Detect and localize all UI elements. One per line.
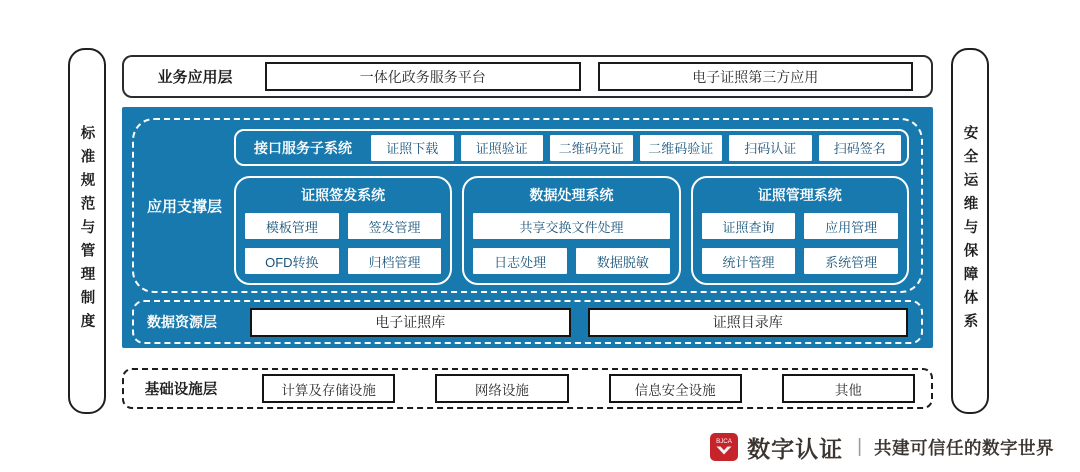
data-processing-title: 数据处理系统 — [529, 187, 614, 203]
iface-item-scan-auth: 扫码认证 — [729, 135, 812, 161]
infra-item-network: 网络设施 — [435, 374, 568, 403]
support-layer-content — [234, 120, 909, 285]
data-processing-grid — [473, 213, 669, 274]
subsystem-groups-row — [234, 176, 909, 285]
processing-item-exchange: 共享交换文件处理 — [473, 213, 669, 239]
infra-item-other: 其他 — [782, 374, 915, 403]
iface-item-cert-download: 证照下载 — [371, 135, 454, 161]
data-item-catalog-db: 证照目录库 — [588, 308, 909, 337]
infrastructure-layer — [122, 368, 933, 409]
pillar-security-label: 安全运维与保障体系 — [961, 125, 978, 337]
pillar-standards — [68, 48, 106, 414]
issuance-item-sign: 签发管理 — [348, 213, 442, 239]
cert-issuance-grid — [245, 213, 441, 274]
issuance-item-archive: 归档管理 — [348, 248, 442, 274]
infra-item-compute-storage: 计算及存储设施 — [262, 374, 395, 403]
iface-item-scan-sign: 扫码签名 — [819, 135, 902, 161]
brand-footer — [710, 431, 1054, 463]
processing-item-log: 日志处理 — [473, 248, 567, 274]
cert-issuance-title: 证照签发系统 — [301, 187, 386, 203]
brand-divider: | — [857, 436, 862, 457]
application-support-layer — [132, 118, 923, 293]
business-item-thirdparty: 电子证照第三方应用 — [598, 62, 914, 91]
pillar-standards-label: 标准规范与管理制度 — [78, 125, 95, 337]
bjca-logo-icon — [710, 433, 738, 461]
iface-item-qr-show: 二维码亮证 — [550, 135, 633, 161]
management-item-app: 应用管理 — [804, 213, 898, 239]
cert-management-system — [691, 176, 909, 285]
business-application-layer — [122, 55, 933, 98]
iface-item-cert-verify: 证照验证 — [461, 135, 544, 161]
cert-management-grid — [702, 213, 898, 274]
business-item-platform: 一体化政务服务平台 — [265, 62, 581, 91]
business-layer-label: 业务应用层 — [157, 69, 233, 86]
brand-tagline: 共建可信任的数字世界 — [874, 437, 1054, 458]
data-layer-label: 数据资源层 — [147, 314, 217, 330]
logo-text: BJCA — [716, 438, 732, 445]
support-layer-label: 应用支撑层 — [147, 198, 223, 215]
issuance-item-template: 模板管理 — [245, 213, 339, 239]
interface-service-subsystem — [234, 129, 909, 166]
support-and-data-block — [122, 107, 933, 348]
processing-item-masking: 数据脱敏 — [576, 248, 670, 274]
data-item-cert-db: 电子证照库 — [250, 308, 571, 337]
infra-layer-label: 基础设施层 — [144, 382, 218, 398]
cert-issuance-system — [234, 176, 452, 285]
management-item-system: 系统管理 — [804, 248, 898, 274]
interface-subsystem-label: 接口服务子系统 — [254, 139, 352, 156]
cert-management-title: 证照管理系统 — [757, 187, 842, 203]
data-processing-system — [462, 176, 680, 285]
management-item-stats: 统计管理 — [702, 248, 796, 274]
infra-item-security: 信息安全设施 — [609, 374, 742, 403]
management-item-query: 证照查询 — [702, 213, 796, 239]
iface-item-qr-verify: 二维码验证 — [640, 135, 723, 161]
data-resource-layer — [132, 300, 923, 344]
issuance-item-ofd: OFD转换 — [245, 248, 339, 274]
brand-name: 数字认证 — [747, 435, 844, 462]
pillar-security — [951, 48, 989, 414]
